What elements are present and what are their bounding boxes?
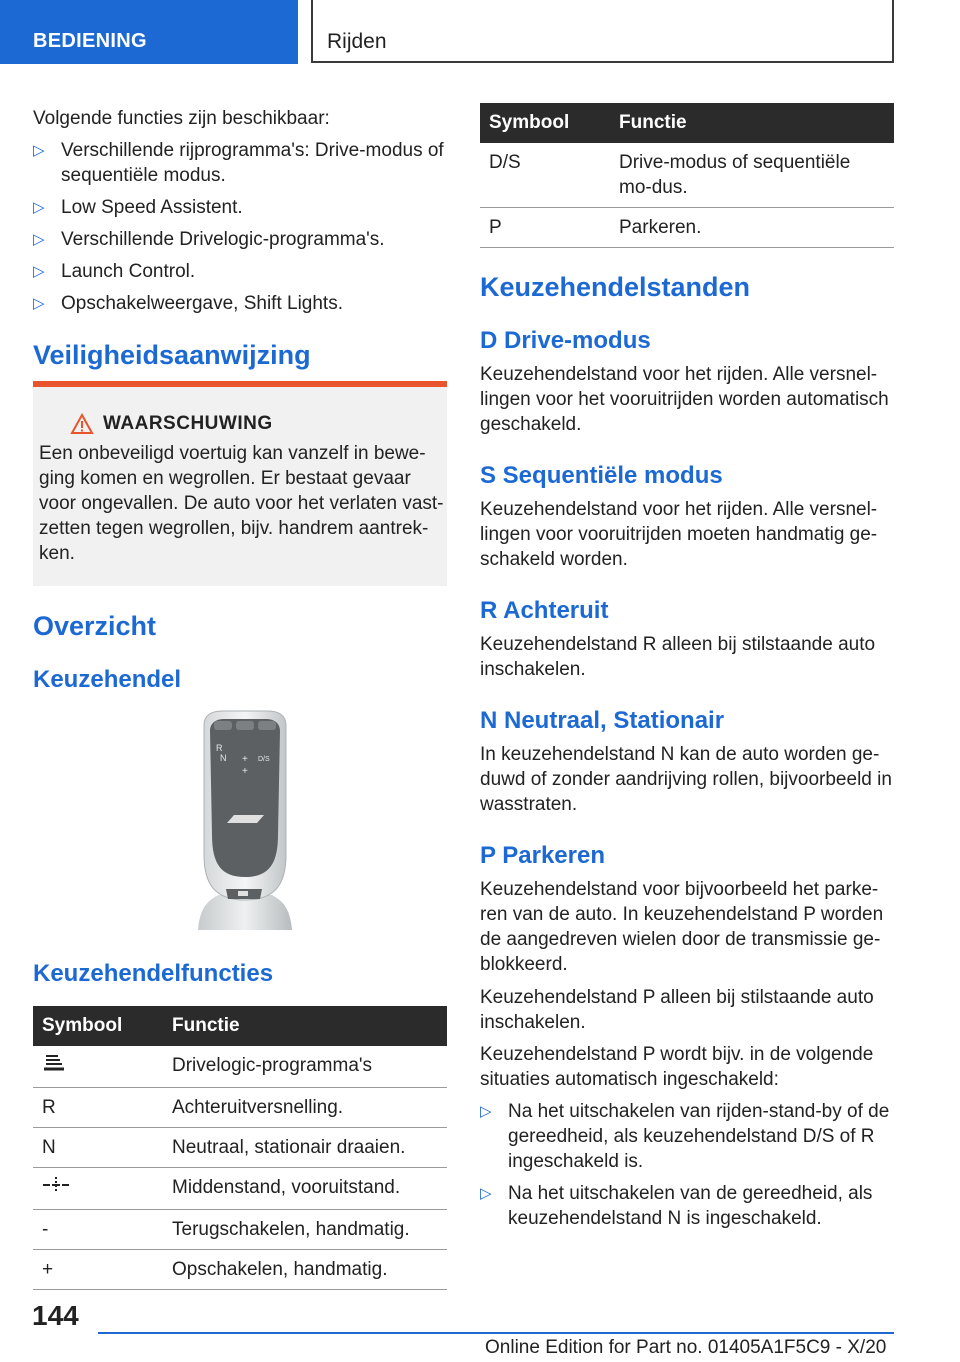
selector-lever-heading: Keuzehendel [33, 666, 182, 693]
table-row [33, 1088, 447, 1128]
drive-mode-text: Keuzehendelstand voor het rijden. Alle versnel-lingen voor het vooruitrijden worden automatisch geschakeld. [480, 364, 889, 435]
symbol-cell: D/S [480, 143, 610, 208]
list-item: ▷ Na het uitschakelen van de gereedheid, als keuzehendelstand N is ingeschakeld. [480, 1183, 873, 1229]
warning-title: WAARSCHUWING [103, 413, 273, 434]
column-header: Symbool [33, 1006, 163, 1046]
section-tab [0, 0, 298, 64]
svg-text:R: R [216, 743, 223, 753]
reverse-text: Keuzehendelstand R alleen bij stilstaande auto inschakelen. [480, 634, 876, 680]
triangle-bullet-icon: ▷ [33, 142, 45, 159]
table-header-row [33, 1006, 447, 1046]
function-cell: Drivelogic-programma's [163, 1046, 447, 1088]
column-header: Functie [163, 1006, 447, 1046]
table-row [33, 1168, 447, 1210]
column-header: Symbool [480, 103, 610, 143]
intro-bullet-list [33, 138, 451, 323]
svg-text:D/S: D/S [258, 756, 270, 763]
park-extra-text-1: Keuzehendelstand P alleen bij stilstaande auto inschakelen. [480, 987, 874, 1033]
chapter-tab [311, 0, 894, 63]
triangle-bullet-icon: ▷ [480, 1185, 492, 1202]
triangle-bullet-icon: ▷ [33, 263, 45, 280]
neutral-text: In keuzehendelstand N kan de auto worden ge-duwd of zonder aandrijving rollen, bijvoorbeeld in wasstraten. [480, 744, 892, 815]
function-cell: Achteruitversnelling. [163, 1088, 447, 1128]
sequential-mode-text: Keuzehendelstand voor het rijden. Alle versnel-lingen voor vooruitrijden moeten handmatig ge-schakeld worden. [480, 499, 878, 570]
functions-heading: Keuzehendelfuncties [33, 960, 274, 987]
function-cell: Parkeren. [610, 208, 894, 248]
svg-text:N: N [220, 753, 227, 763]
table-row [33, 1128, 447, 1168]
edition-text: Online Edition for Part no. 01405A1F5C9 - X/20 [485, 1337, 887, 1358]
table-row [480, 208, 894, 248]
functions-table-right [480, 103, 894, 248]
triangle-bullet-icon: ▷ [33, 295, 45, 312]
page-number: 144 [32, 1300, 79, 1331]
park-heading: P Parkeren [480, 842, 605, 869]
list-item: ▷ Launch Control. [33, 261, 196, 282]
symbol-cell: N [33, 1128, 163, 1168]
triangle-bullet-icon: ▷ [33, 231, 45, 248]
list-item: ▷ Opschakelweergave, Shift Lights. [33, 293, 343, 314]
column-header: Functie [610, 103, 894, 143]
list-item: ▷ Na het uitschakelen van rijden-stand-by of de gereedheid, als keuzehendelstand D/S of R ingeschakeld is. [480, 1101, 890, 1172]
table-row [480, 143, 894, 208]
function-cell: Neutraal, stationair draaien. [163, 1128, 447, 1168]
safety-heading: Veiligheidsaanwijzing [33, 340, 311, 370]
table-row [33, 1210, 447, 1250]
svg-text:+: + [242, 766, 248, 777]
warning-triangle-icon [70, 413, 94, 435]
function-cell: Drive-modus of sequentiële mo-dus. [610, 143, 894, 208]
footer-divider [98, 1332, 894, 1334]
gear-selector-image [190, 705, 300, 930]
symbol-cell: - [33, 1210, 163, 1250]
middle-position-icon [42, 1175, 70, 1195]
table-row [33, 1046, 447, 1088]
list-item: ▷ Verschillende rijprogramma's: Drive-modus of sequentiële modus. [33, 140, 444, 186]
overview-heading: Overzicht [33, 611, 157, 641]
list-item: ▷ Verschillende Drivelogic-programma's. [33, 229, 385, 250]
sequential-mode-heading: S Sequentiële modus [480, 462, 723, 489]
symbol-cell [33, 1168, 163, 1210]
symbol-cell: P [480, 208, 610, 248]
triangle-bullet-icon: ▷ [33, 199, 45, 216]
svg-text:+: + [242, 754, 248, 765]
section-label: BEDIENING [33, 30, 147, 52]
drive-mode-heading: D Drive-modus [480, 327, 651, 354]
warning-text: Een onbeveiligd voertuig kan vanzelf in bewe-ging komen en wegrollen. Er bestaat gevaar voor ongevallen. De auto voor het verlaten vast-zetten tegen wegrollen, bijv. handrem aantrek-ken. [39, 443, 444, 564]
function-cell: Middenstand, vooruitstand. [163, 1168, 447, 1210]
function-cell: Opschakelen, handmatig. [163, 1250, 447, 1290]
triangle-bullet-icon: ▷ [480, 1103, 492, 1120]
park-bullet-list [480, 1099, 896, 1238]
function-cell: Terugschakelen, handmatig. [163, 1210, 447, 1250]
neutral-heading: N Neutraal, Stationair [480, 707, 725, 734]
symbol-cell: R [33, 1088, 163, 1128]
table-row [33, 1250, 447, 1290]
functions-table-left [33, 1006, 447, 1290]
list-item: ▷ Low Speed Assistent. [33, 197, 243, 218]
chapter-label: Rijden [327, 30, 387, 53]
park-extra-text-2: Keuzehendelstand P wordt bijv. in de volgende situaties automatisch ingeschakeld: [480, 1044, 874, 1090]
intro-text: Volgende functies zijn beschikbaar: [33, 108, 330, 129]
park-text: Keuzehendelstand voor bijvoorbeeld het parke-ren van de auto. In keuzehendelstand P worden de aangedreven wielen door de transmissie ge-blokkeerd. [480, 879, 884, 975]
table-header-row [480, 103, 894, 143]
warning-box [33, 381, 447, 586]
positions-heading: Keuzehendelstanden [480, 272, 751, 302]
symbol-cell [33, 1046, 163, 1088]
symbol-cell: + [33, 1250, 163, 1290]
drivelogic-icon [42, 1053, 66, 1073]
reverse-heading: R Achteruit [480, 597, 609, 624]
